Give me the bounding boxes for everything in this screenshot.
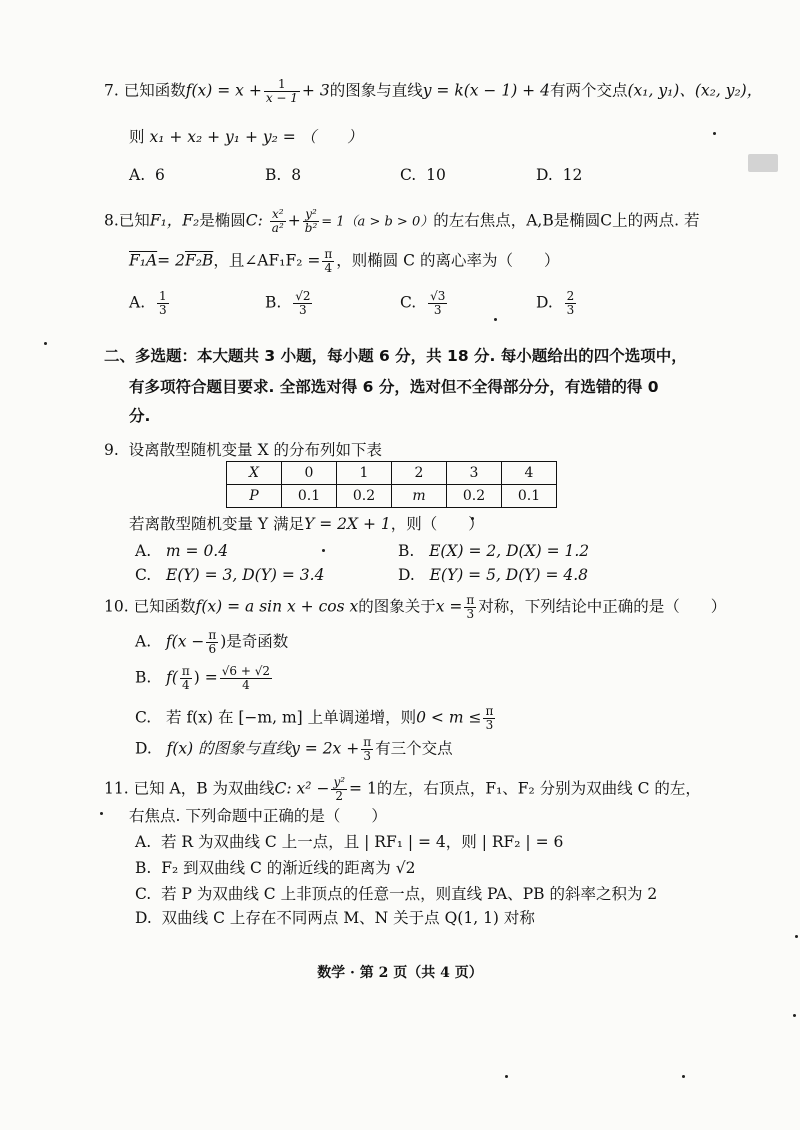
q10-option-c: C. 若 f(x) 在 [−m, m] 上单调递增，则0 < m ≤ $\frac{\pi}{3}$: [135, 704, 494, 732]
scan-dot: [494, 318, 497, 321]
q10-option-a: A. f(x − $\frac{\pi}{6}$ )是奇函数: [135, 628, 289, 656]
q9-option-d: D. E(Y) = 5, D(Y) = 4.8: [398, 566, 589, 584]
q8-stem: 8.已知F₁，F₂是椭圆C: $\frac{\text{x²}}{\text{a²}}$ + $\frac{\text{y²}}{\text{b²}}$ = 1（a > b > 0）的左右焦点，A,B是椭圆C上的两点. 若: [104, 207, 700, 235]
q9-option-b: B. E(X) = 2, D(X) = 1.2: [398, 542, 590, 560]
q11-stem: 11. 已知 A，B 为双曲线C: x² − $\frac{\text{y²}}{2}$ = 1的左，右顶点，F₁、F₂ 分别为双曲线 C 的左，: [104, 775, 701, 803]
q9-distribution-table: [226, 461, 557, 508]
scan-dot: [795, 935, 798, 938]
scan-artifact: [748, 154, 778, 172]
scan-dot: [322, 549, 325, 552]
table-row: P 0.1 0.2 m 0.2 0.1: [227, 485, 557, 508]
page-footer: 数学 · 第 2 页（共 4 页）: [317, 965, 483, 981]
q8-option-c: C. $\frac{√3}{3}$: [400, 289, 446, 317]
q11-option-b: B. F₂ 到双曲线 C 的渐近线的距离为 √2: [135, 859, 416, 877]
scan-dot: [682, 1075, 685, 1078]
q7-option-b: B. 8: [265, 166, 302, 184]
table-row: X 0 1 2 3 4: [227, 462, 557, 485]
scan-dot: [100, 812, 103, 815]
q11-option-d: D. 双曲线 C 上存在不同两点 M、N 关于点 Q(1, 1) 对称: [135, 909, 535, 927]
q9-condition: 若离散型随机变量 Y 满足Y = 2X + 1，则（ ）: [129, 515, 484, 533]
q9-stem: 9. 设离散型随机变量 X 的分布列如下表: [104, 441, 383, 459]
q7-option-a: A. 6: [129, 166, 165, 184]
q11-option-a: A. 若 R 为双曲线 C 上一点，且 | RF₁ | = 4，则 | RF₂ | = 6: [135, 833, 564, 851]
q11-option-c: C. 若 P 为双曲线 C 上非顶点的任意一点，则直线 PA、PB 的斜率之积为 2: [135, 885, 658, 903]
q9-option-c: C. E(Y) = 3, D(Y) = 3.4: [135, 566, 325, 584]
q7-stem: 7. 已知函数f(x) = x + $\frac{1}{x - 1}$ + 3的图象与直线y = k(x − 1) + 4有两个交点(x₁, y₁)、(x₂, y₂)，: [104, 77, 763, 105]
q8-condition: F₁A= 2F₂B，且∠AF₁F₂ = $\frac{\pi}{4}$ ，则椭圆 C 的离心率为（ ）: [129, 247, 560, 275]
q7-ask: 则 x₁ + x₂ + y₁ + y₂ = （ ）: [129, 128, 363, 146]
section2-line3: 分.: [129, 407, 151, 425]
q8-option-b: B. $\frac{√2}{3}$: [265, 289, 311, 317]
section2-line1: 二、多选题：本大题共 3 小题，每小题 6 分，共 18 分. 每小题给出的四个选项中，: [104, 347, 687, 365]
q10-option-b: B. f( $\frac{\pi}{4}$ ) = $\frac{√6 + √2}{4}$: [135, 664, 271, 692]
q10-option-d: D. f(x) 的图象与直线y = 2x + $\frac{\pi}{3}$ 有三个交点: [135, 735, 453, 763]
q7-fraction: $\frac{1}{x - 1}$: [265, 77, 298, 105]
q8-option-d: D. $\frac{2}{3}$: [536, 289, 575, 317]
q10-stem: 10. 已知函数f(x) = a sin x + cos x的图象关于x = $\frac{\pi}{3}$ 对称，下列结论中正确的是（ ）: [104, 593, 727, 621]
q7-option-d: D. 12: [536, 166, 583, 184]
scan-dot: [44, 342, 47, 345]
q11-stem-cont: 右焦点. 下列命题中正确的是（ ）: [129, 807, 387, 825]
scan-dot: [713, 132, 716, 135]
q7-option-c: C. 10: [400, 166, 446, 184]
scan-dot: [505, 1075, 508, 1078]
q9-option-a: A. m = 0.4: [135, 542, 229, 560]
q8-option-a: A. $\frac{1}{3}$: [129, 289, 167, 317]
scan-dot: [793, 1014, 796, 1017]
section2-line2: 有多项符合题目要求. 全部选对得 6 分，选对但不全得部分分，有选错的得 0: [129, 378, 659, 396]
